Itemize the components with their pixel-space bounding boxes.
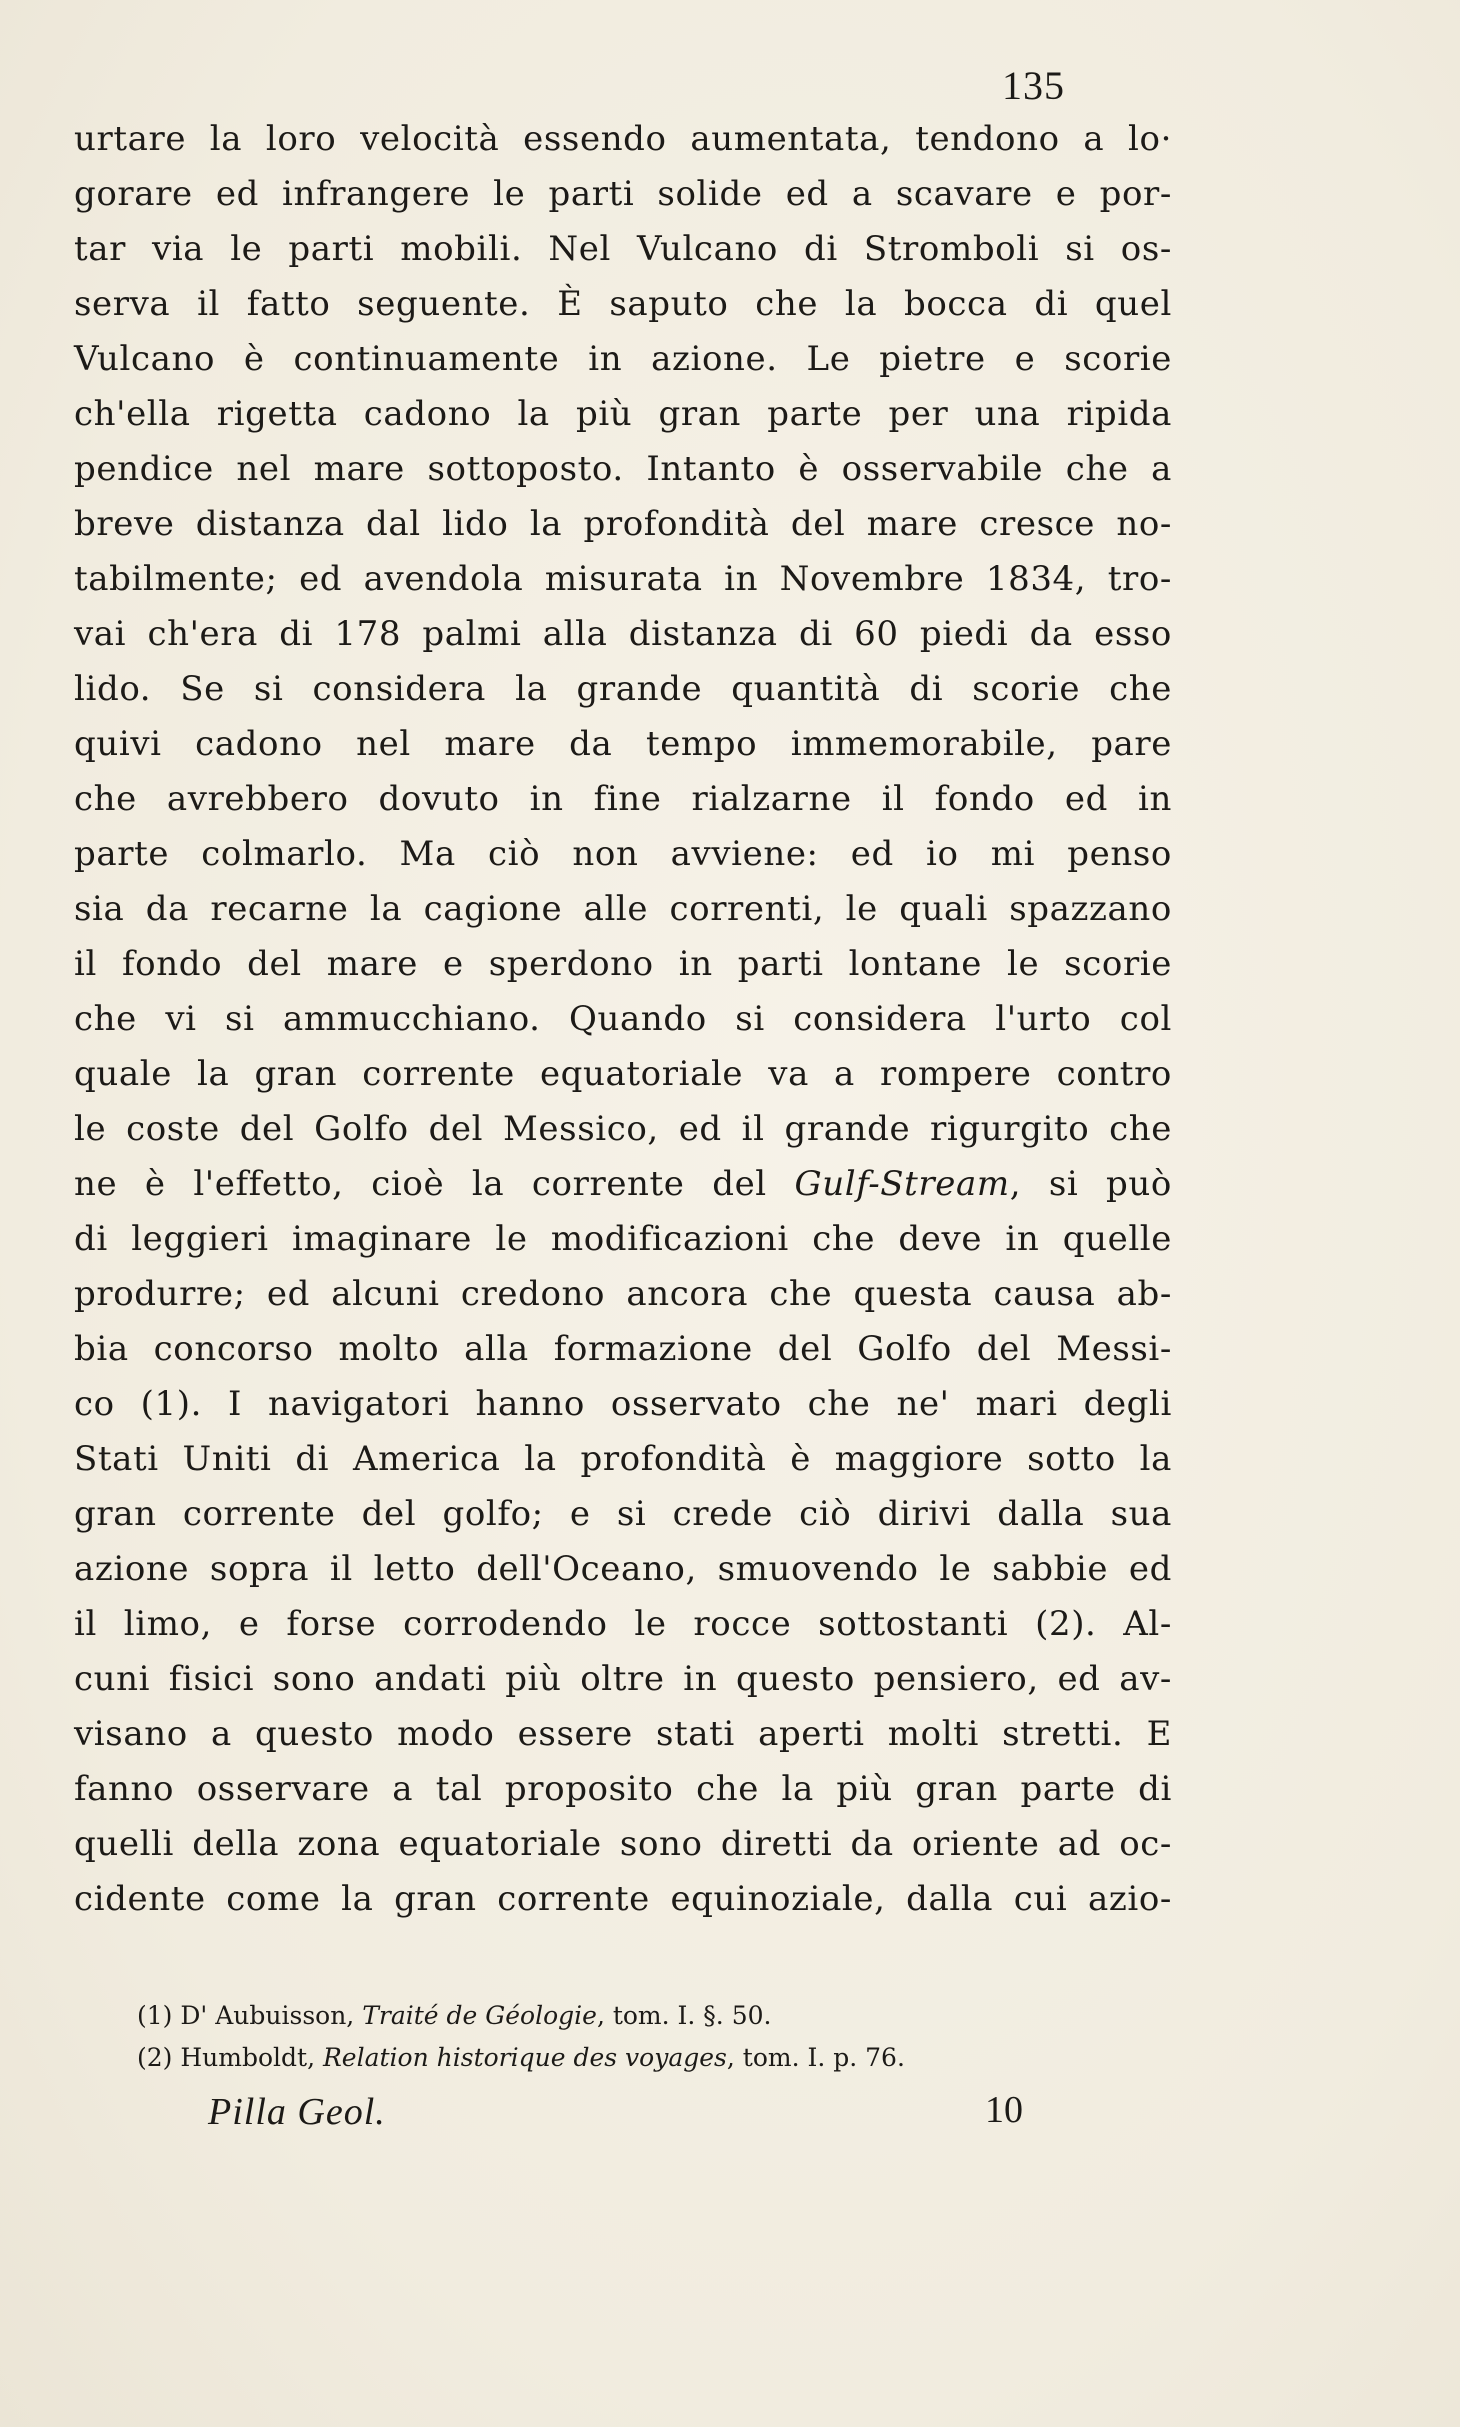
- footnote-rest: , tom. I. §. 50.: [596, 2001, 772, 2030]
- footnote-rest: , tom. I. p. 76.: [726, 2043, 905, 2072]
- text-line: di leggieri imaginare le modificazioni che deve in quelle: [74, 1219, 1172, 1259]
- text-line: visano a questo modo essere stati aperti molti stretti. E: [74, 1714, 1172, 1754]
- text-line: produrre; ed alcuni credono ancora che questa causa ab-: [74, 1274, 1172, 1314]
- text-line: breve distanza dal lido la profondità del mare cresce no-: [74, 504, 1172, 544]
- text-line: co (1). I navigatori hanno osservato che ne' mari degli: [74, 1384, 1172, 1424]
- gulf-stream-italic: Gulf-Stream: [794, 1164, 1010, 1204]
- text-line: quelli della zona equatoriale sono diretti da oriente ad oc-: [74, 1824, 1172, 1864]
- text-line-tail: , si può: [1009, 1164, 1172, 1204]
- footnote-1: [137, 1995, 1137, 2037]
- footnotes: [137, 1995, 1137, 2079]
- text-line: Vulcano è continuamente in azione. Le pietre e scorie: [74, 339, 1172, 379]
- text-line: azione sopra il letto dell'Oceano, smuovendo le sabbie ed: [74, 1549, 1172, 1589]
- footnote-title: Relation historique des voyages: [322, 2043, 727, 2072]
- text-line-gulf-stream: [74, 1157, 1172, 1212]
- text-line-start: ne è l'effetto, cioè la corrente del: [74, 1164, 767, 1204]
- footnote-marker: (2): [137, 2043, 173, 2072]
- footnote-2: [137, 2037, 1137, 2079]
- footnote-marker: (1): [137, 2001, 173, 2030]
- text-line: vai ch'era di 178 palmi alla distanza di 60 piedi da esso: [74, 614, 1172, 654]
- text-line: il limo, e forse corrodendo le rocce sottostanti (2). Al-: [74, 1604, 1172, 1644]
- text-line: gran corrente del golfo; e si crede ciò dirivi dalla sua: [74, 1494, 1172, 1534]
- text-line: fanno osservare a tal proposito che la più gran parte di: [74, 1769, 1172, 1809]
- text-line: le coste del Golfo del Messico, ed il grande rigurgito che: [74, 1109, 1172, 1149]
- text-line: sia da recarne la cagione alle correnti, le quali spazzano: [74, 889, 1172, 929]
- text-line: parte colmarlo. Ma ciò non avviene: ed io mi penso: [74, 834, 1172, 874]
- signature-mark: Pilla Geol.: [208, 2091, 386, 2133]
- text-line: quale la gran corrente equatoriale va a rompere contro: [74, 1054, 1172, 1094]
- body-text: [74, 112, 1172, 1927]
- text-line: ch'ella rigetta cadono la più gran parte per una ripida: [74, 394, 1172, 434]
- text-line: che avrebbero dovuto in fine rialzarne il fondo ed in: [74, 779, 1172, 819]
- text-line: bia concorso molto alla formazione del Golfo del Messi-: [74, 1329, 1172, 1369]
- text-line: cidente come la gran corrente equinoziale, dalla cui azio-: [74, 1879, 1172, 1919]
- text-line: Stati Uniti di America la profondità è maggiore sotto la: [74, 1439, 1172, 1479]
- text-line: che vi si ammucchiano. Quando si considera l'urto col: [74, 999, 1172, 1039]
- text-line: gorare ed infrangere le parti solide ed a scavare e por-: [74, 174, 1172, 214]
- text-line: cuni fisici sono andati più oltre in questo pensiero, ed av-: [74, 1659, 1172, 1699]
- text-line: quivi cadono nel mare da tempo immemorabile, pare: [74, 724, 1172, 764]
- page-number: 135: [1002, 63, 1065, 108]
- text-line: tabilmente; ed avendola misurata in Novembre 1834, tro-: [74, 559, 1172, 599]
- text-line: lido. Se si considera la grande quantità di scorie che: [74, 669, 1172, 709]
- footnote-title: Traité de Géologie: [362, 2001, 597, 2030]
- text-line: pendice nel mare sottoposto. Intanto è osservabile che a: [74, 449, 1172, 489]
- text-line: serva il fatto seguente. È saputo che la bocca di quel: [74, 284, 1172, 324]
- text-line: tar via le parti mobili. Nel Vulcano di Stromboli si os-: [74, 229, 1172, 269]
- footnote-author: Humboldt,: [180, 2043, 316, 2072]
- text-line: urtare la loro velocità essendo aumentata, tendono a lo·: [74, 119, 1172, 159]
- sheet-number: 10: [985, 2089, 1023, 2131]
- text-line: il fondo del mare e sperdono in parti lontane le scorie: [74, 944, 1172, 984]
- footnote-author: D' Aubuisson,: [180, 2001, 355, 2030]
